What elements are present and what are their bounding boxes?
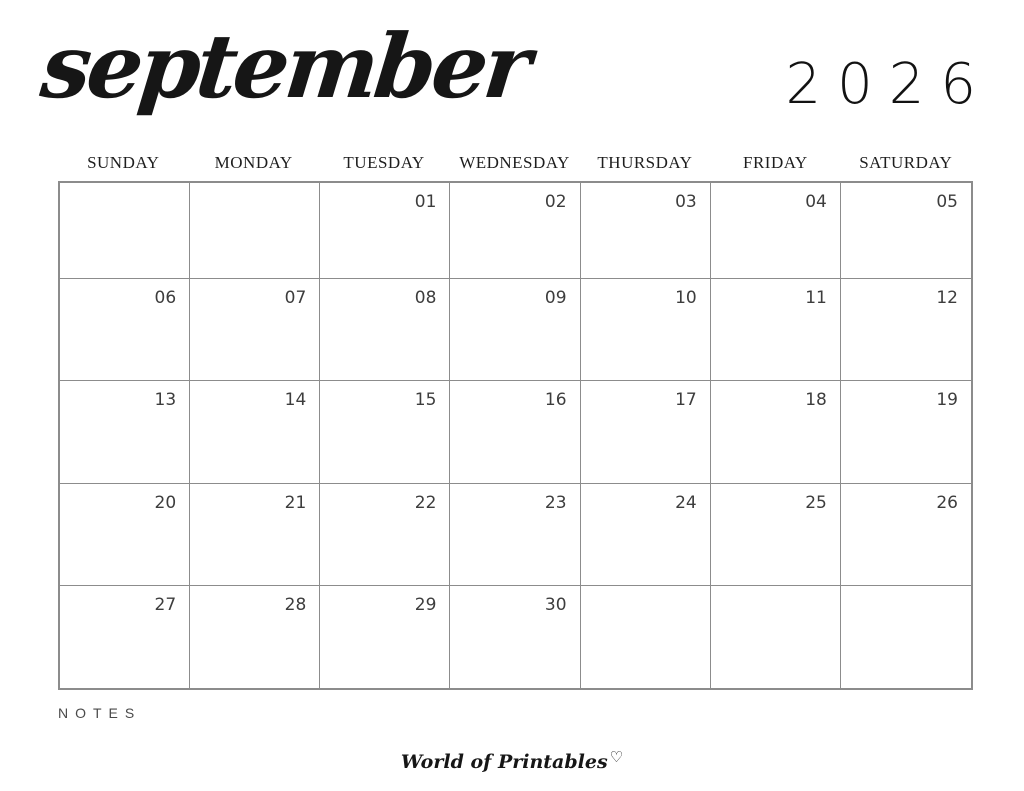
day-number: 16 (544, 390, 567, 411)
day-number: 14 (284, 390, 307, 411)
day-cell-13 (60, 381, 190, 483)
day-cell-22 (320, 484, 450, 586)
day-number: 25 (805, 492, 827, 513)
day-number: 04 (805, 192, 827, 212)
day-number: 17 (675, 390, 697, 411)
calendar-grid (58, 181, 973, 690)
day-number: 30 (544, 594, 567, 615)
day-cell-27 (60, 586, 190, 688)
day-number: 19 (936, 390, 958, 411)
day-cell-empty (711, 586, 841, 688)
day-number: 22 (414, 492, 437, 513)
day-cell-17 (581, 381, 711, 483)
day-cell-26 (841, 484, 971, 586)
day-cell-empty (841, 586, 971, 688)
day-number: 07 (284, 288, 307, 308)
day-number: 11 (805, 288, 827, 308)
day-number: 02 (544, 192, 567, 212)
day-cell-empty (60, 183, 190, 279)
weekday-header-friday: FRIDAY (742, 153, 808, 172)
day-cell-01 (320, 183, 450, 279)
day-number: 08 (414, 288, 437, 308)
weekday-header-wednesday: WEDNESDAY (459, 153, 570, 172)
notes-label: NOTES (58, 705, 142, 721)
day-number: 20 (154, 492, 177, 513)
weekday-header-thursday: THURSDAY (597, 153, 693, 172)
day-cell-18 (711, 381, 841, 483)
day-cell-25 (711, 484, 841, 586)
brand-mark (0, 748, 1024, 773)
brand-text: World of Printables (400, 751, 608, 773)
day-cell-02 (450, 183, 580, 279)
weekday-header-sunday: SUNDAY (87, 153, 160, 172)
day-cell-05 (841, 183, 971, 279)
day-number: 23 (544, 492, 567, 513)
day-cell-10 (581, 279, 711, 381)
weekday-header-monday: MONDAY (214, 153, 293, 172)
day-cell-28 (190, 586, 320, 688)
day-number: 13 (154, 390, 177, 411)
day-number: 01 (414, 192, 437, 212)
day-cell-29 (320, 586, 450, 688)
day-number: 06 (154, 288, 177, 308)
day-cell-09 (450, 279, 580, 381)
day-cell-20 (60, 484, 190, 586)
day-cell-30 (450, 586, 580, 688)
day-cell-14 (190, 381, 320, 483)
day-cell-16 (450, 381, 580, 483)
day-cell-08 (320, 279, 450, 381)
day-number: 21 (284, 492, 307, 513)
month-title: september (36, 14, 533, 118)
day-number: 03 (675, 192, 697, 212)
day-number: 12 (936, 288, 958, 308)
day-cell-06 (60, 279, 190, 381)
day-cell-15 (320, 381, 450, 483)
day-number: 28 (284, 594, 307, 615)
day-cell-empty (581, 586, 711, 688)
weekday-header-saturday: SATURDAY (859, 153, 953, 172)
year-label: 2026 (785, 52, 992, 117)
day-number: 18 (805, 390, 827, 411)
day-cell-12 (841, 279, 971, 381)
weekday-header-row (58, 153, 971, 173)
day-number: 15 (414, 390, 437, 411)
day-cell-24 (581, 484, 711, 586)
day-cell-empty (190, 183, 320, 279)
day-cell-07 (190, 279, 320, 381)
day-number: 26 (936, 492, 958, 513)
day-number: 29 (414, 594, 437, 615)
day-cell-04 (711, 183, 841, 279)
day-number: 10 (675, 288, 697, 308)
day-number: 05 (936, 192, 958, 212)
day-cell-19 (841, 381, 971, 483)
day-cell-03 (581, 183, 711, 279)
day-cell-23 (450, 484, 580, 586)
heart-icon: ♡ (609, 748, 624, 766)
day-number: 09 (544, 288, 567, 308)
day-number: 24 (675, 492, 697, 513)
weekday-header-tuesday: TUESDAY (343, 153, 425, 172)
day-cell-21 (190, 484, 320, 586)
day-cell-11 (711, 279, 841, 381)
day-number: 27 (154, 594, 177, 615)
